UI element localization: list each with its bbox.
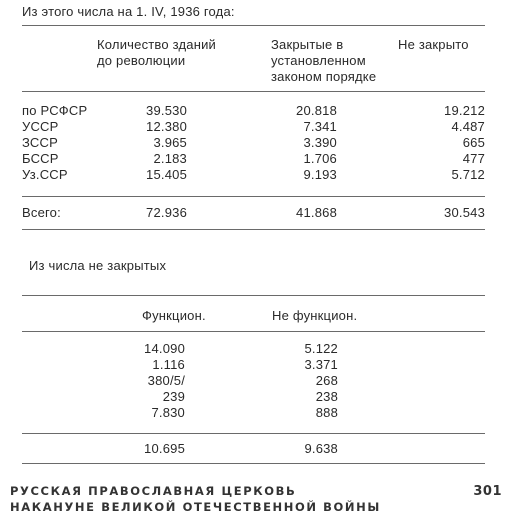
row-value-closed: 7.341 — [303, 119, 337, 134]
row-value-not-closed: 4.487 — [451, 119, 485, 134]
table1-header-rule — [22, 91, 485, 92]
row-value-not-closed: 5.712 — [451, 167, 485, 182]
row-label: ЗССР — [22, 135, 58, 150]
total-value-not-functioning: 9.638 — [304, 441, 338, 456]
row-value-buildings: 3.965 — [153, 135, 187, 150]
row-value-not-functioning: 3.371 — [304, 357, 338, 372]
table2-total-rule — [22, 433, 485, 434]
total-value-not-closed: 30.543 — [444, 205, 485, 220]
row-value-not-functioning: 268 — [315, 373, 338, 388]
table-row — [0, 167, 518, 183]
row-value-not-functioning: 5.122 — [304, 341, 338, 356]
table1-top-rule — [22, 25, 485, 26]
subheading: Из числа не закрытых — [29, 258, 167, 273]
row-value-closed: 20.818 — [296, 103, 337, 118]
row-value-not-closed: 19.212 — [444, 103, 485, 118]
table1-header-buildings-text: Количество зданий до революции — [97, 37, 217, 68]
total-value-buildings: 72.936 — [146, 205, 187, 220]
table-row — [0, 151, 518, 167]
row-value-closed: 1.706 — [303, 151, 337, 166]
table-row — [0, 135, 518, 151]
row-value-buildings: 15.405 — [146, 167, 187, 182]
table1-total-rule — [22, 196, 485, 197]
table1-header-not-closed-text: Не закрыто — [398, 37, 469, 52]
table-row — [0, 389, 518, 405]
row-label: УССР — [22, 119, 59, 134]
row-value-not-closed: 665 — [462, 135, 485, 150]
row-value-not-closed: 477 — [462, 151, 485, 166]
table-row — [0, 357, 518, 373]
table1-total-row — [0, 205, 518, 221]
row-value-functioning: 1.116 — [152, 357, 185, 372]
row-value-closed: 9.193 — [303, 167, 337, 182]
table2-top-rule — [22, 295, 485, 296]
row-value-not-functioning: 888 — [315, 405, 338, 420]
table-row — [0, 103, 518, 119]
running-footer-line2: НАКАНУНЕ ВЕЛИКОЙ ОТЕЧЕСТВЕННОЙ ВОЙНЫ — [10, 500, 381, 514]
table-row — [0, 119, 518, 135]
row-value-functioning: 14.090 — [144, 341, 185, 356]
table1-header-not-closed — [398, 37, 469, 53]
total-label: Всего: — [22, 205, 61, 220]
table-row — [0, 405, 518, 421]
row-label: БССР — [22, 151, 59, 166]
row-value-not-functioning: 238 — [315, 389, 338, 404]
table1-header-closed — [271, 37, 376, 85]
table2-bottom-rule — [22, 463, 485, 464]
table2-header-not-functioning: Не функцион. — [272, 308, 358, 323]
table1-header-buildings — [97, 37, 216, 69]
table1-bottom-rule — [22, 229, 485, 230]
running-footer-line1: РУССКАЯ ПРАВОСЛАВНАЯ ЦЕРКОВЬ — [10, 484, 297, 498]
row-value-functioning: 7.830 — [151, 405, 185, 420]
row-label: по РСФСР — [22, 103, 88, 118]
table-row — [0, 373, 518, 389]
table2-body — [0, 341, 518, 421]
row-value-buildings: 2.183 — [153, 151, 187, 166]
intro-text: Из этого числа на 1. IV, 1936 года: — [22, 4, 235, 19]
row-value-buildings: 12.380 — [146, 119, 187, 134]
table2-header-rule — [22, 331, 485, 332]
table2-total-row — [0, 441, 518, 457]
total-value-functioning: 10.695 — [144, 441, 185, 456]
row-label: Уз.ССР — [22, 167, 68, 182]
table1-body — [0, 103, 518, 183]
table-row — [0, 341, 518, 357]
table1-header-closed-text: Закрытые в установленном законом порядке — [271, 37, 377, 84]
total-value-closed: 41.868 — [296, 205, 337, 220]
table2-header-functioning: Функцион. — [142, 308, 206, 323]
row-value-functioning: 239 — [162, 389, 185, 404]
page-number: 301 — [473, 484, 502, 499]
row-value-functioning: 380/5/ — [147, 373, 185, 388]
row-value-buildings: 39.530 — [146, 103, 187, 118]
row-value-closed: 3.390 — [303, 135, 337, 150]
